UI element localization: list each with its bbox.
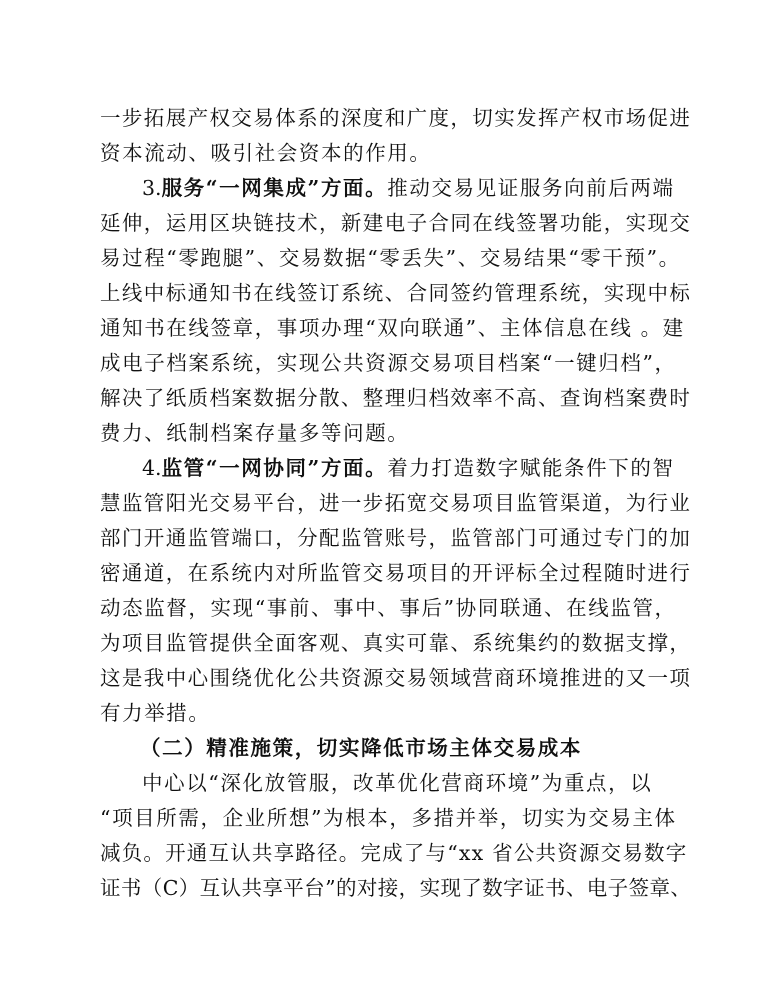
paragraph-line: 延伸，运用区块链技术，新建电子合同在线签署功能，实现交	[100, 211, 692, 235]
subsection-heading: （二）精准施策，切实降低市场主体交易成本	[140, 736, 582, 760]
paragraph-line: 减负。开通互认共享路径。完成了与“xx 省公共资源交易数字	[100, 841, 688, 865]
paragraph-line: 部门开通监管端口，分配监管账号，监管部门可通过专门的加	[100, 526, 692, 550]
paragraph-line: “项目所需，企业所想”为根本，多措并举，切实为交易主体	[100, 806, 677, 830]
section-title: 服务“一网集成”方面。	[161, 176, 388, 200]
section-title: 监管“一网协同”方面。	[161, 456, 388, 480]
paragraph-line: 证书（C）互认共享平台”的对接，实现了数字证书、电子签章、	[100, 876, 692, 900]
section-number: 3.	[142, 176, 162, 200]
paragraph-line: 一步拓展产权交易体系的深度和广度，切实发挥产权市场促进	[100, 106, 692, 130]
section-heading-4	[142, 453, 675, 483]
paragraph-line: 这是我中心围绕优化公共资源交易领域营商环境推进的又一项	[100, 666, 692, 690]
paragraph-line: 费力、纸制档案存量多等问题。	[100, 421, 410, 445]
paragraph-line: 密通道，在系统内对所监管交易项目的开评标全过程随时进行	[100, 561, 692, 585]
paragraph-text: 着力打造数字赋能条件下的智	[387, 456, 675, 480]
paragraph-line: 有力举措。	[100, 701, 211, 725]
paragraph-line: 解决了纸质档案数据分散、整理归档效率不高、查询档案费时	[100, 386, 692, 410]
paragraph-line: 上线中标通知书在线签订系统、合同签约管理系统，实现中标	[100, 281, 692, 305]
paragraph-line: 为项目监管提供全面客观、真实可靠、系统集约的数据支撑，	[100, 631, 692, 655]
section-number: 4.	[142, 456, 162, 480]
paragraph-line: 资本流动、吸引社会资本的作用。	[100, 141, 432, 165]
paragraph-line: 中心以“深化放管服，改革优化营商环境”为重点，以	[142, 771, 653, 795]
paragraph-line: 动态监督，实现“事前、事中、事后”协同联通、在线监管，	[100, 596, 677, 620]
paragraph-line: 成电子档案系统，实现公共资源交易项目档案“一键归档”，	[100, 351, 677, 375]
paragraph-line: 通知书在线签章，事项办理“双向联通”、主体信息在线 。建	[100, 316, 685, 340]
paragraph-text: 推动交易见证服务向前后两端	[387, 176, 675, 200]
section-heading-3	[142, 173, 675, 203]
paragraph-line: 慧监管阳光交易平台，进一步拓宽交易项目监管渠道，为行业	[100, 491, 692, 515]
paragraph-line: 易过程“零跑腿”、交易数据“零丢失”、交易结果“零干预”。	[100, 246, 681, 270]
